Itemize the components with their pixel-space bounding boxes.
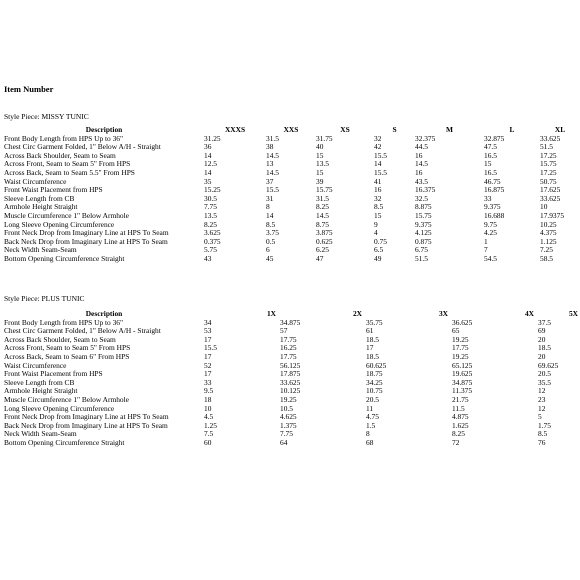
measurement-value: 35.5 [538, 378, 551, 387]
measurement-value: 5.75 [204, 246, 217, 255]
measurement-value: 17.625 [540, 186, 561, 195]
plus-spec-table [4, 310, 578, 448]
measurement-value: 51.5 [540, 143, 553, 152]
table-row [4, 336, 578, 345]
measurement-value: 18 [204, 395, 212, 404]
measurement-value: 42 [374, 143, 382, 152]
measurement-value: 16 [415, 168, 423, 177]
item-number-title: Item Number [4, 84, 54, 94]
measurement-value: 7.5 [204, 430, 214, 439]
measurement-value: 33 [484, 194, 492, 203]
measurement-value: 17.25 [540, 168, 557, 177]
measurement-value: 9.5 [204, 387, 214, 396]
measurement-value: 13 [266, 160, 274, 169]
measurement-value: 5 [538, 413, 542, 422]
measurement-value: 16.375 [415, 186, 436, 195]
measurement-value: 13.5 [204, 211, 217, 220]
measurement-value: 8.25 [204, 220, 217, 229]
measurement-label: Bottom Opening Circumference Straight [4, 254, 125, 263]
measurement-value: 10.25 [540, 220, 557, 229]
measurement-label: Across Back Shoulder, Seam to Seam [4, 335, 116, 344]
measurement-label: Back Neck Drop from Imaginary Line at HPS To Seam [4, 421, 168, 430]
measurement-value: 1 [484, 237, 488, 246]
plus-size-header: 1X [266, 310, 276, 318]
table-row [4, 379, 578, 388]
measurement-value: 15.75 [540, 160, 557, 169]
measurement-value: 4.375 [540, 229, 557, 238]
table-row [4, 362, 578, 371]
measurement-label: Chest Circ Garment Folded, 1" Below A/H - Straight [4, 143, 161, 152]
measurement-value: 68 [366, 438, 374, 447]
measurement-value: 54.5 [484, 254, 497, 263]
plus-size-header: 3X [438, 310, 448, 318]
measurement-value: 47.5 [484, 143, 497, 152]
measurement-value: 4.875 [452, 413, 469, 422]
measurement-value: 14 [204, 168, 212, 177]
measurement-value: 11.375 [452, 387, 473, 396]
measurement-value: 0.375 [204, 237, 221, 246]
measurement-value: 10 [540, 203, 548, 212]
measurement-value: 8.25 [452, 430, 465, 439]
measurement-value: 17.75 [280, 352, 297, 361]
measurement-label: Across Back, Seam to Seam 5.5" From HPS [4, 168, 135, 177]
measurement-value: 36.625 [452, 318, 473, 327]
table-row [4, 160, 580, 169]
measurement-value: 9.375 [484, 203, 501, 212]
measurement-value: 17.75 [452, 344, 469, 353]
measurement-value: 72 [452, 438, 460, 447]
measurement-value: 31.25 [204, 134, 221, 143]
missy-size-header: L [509, 126, 515, 134]
measurement-value: 14.5 [316, 211, 329, 220]
measurement-value: 17.75 [280, 335, 297, 344]
plus-size-header: 4X [524, 310, 534, 318]
measurement-value: 57 [280, 327, 288, 336]
measurement-value: 10.75 [366, 387, 383, 396]
measurement-value: 8.5 [538, 430, 548, 439]
measurement-value: 4.75 [366, 413, 379, 422]
measurement-value: 56.125 [280, 361, 301, 370]
measurement-value: 8.5 [374, 203, 384, 212]
measurement-label: Front Body Length from HPS Up to 36" [4, 134, 124, 143]
table-row [4, 405, 578, 414]
measurement-label: Neck Width Seam-Seam [4, 430, 77, 439]
measurement-value: 9.75 [484, 220, 497, 229]
measurement-value: 16.875 [484, 186, 505, 195]
measurement-label: Bottom Opening Circumference Straight [4, 438, 125, 447]
missy-description-header: Description [85, 126, 123, 134]
measurement-value: 17.25 [540, 151, 557, 160]
measurement-value: 21.75 [452, 395, 469, 404]
measurement-value: 51.5 [415, 254, 428, 263]
measurement-value: 20 [538, 335, 546, 344]
measurement-value: 15.75 [316, 186, 333, 195]
measurement-value: 58.5 [540, 254, 553, 263]
measurement-label: Front Neck Drop from Imaginary Line at HPS To Seam [4, 413, 169, 422]
measurement-value: 1.25 [204, 421, 217, 430]
measurement-value: 17 [204, 370, 212, 379]
measurement-value: 6.75 [415, 246, 428, 255]
measurement-label: Front Neck Drop from Imaginary Line at HPS To Seam [4, 229, 169, 238]
measurement-value: 38 [266, 143, 274, 152]
missy-size-header: M [446, 126, 453, 134]
table-row [4, 152, 580, 161]
measurement-label: Muscle Circumference 1" Below Armhole [4, 211, 129, 220]
table-row [4, 143, 580, 152]
measurement-label: Waist Circumference [4, 177, 67, 186]
measurement-value: 16.5 [484, 151, 497, 160]
measurement-value: 1.625 [452, 421, 469, 430]
measurement-label: Sleeve Length from CB [4, 194, 75, 203]
missy-header-row [4, 126, 580, 135]
missy-size-header: XL [554, 126, 566, 134]
measurement-value: 16.688 [484, 211, 505, 220]
measurement-value: 33.625 [540, 194, 561, 203]
measurement-label: Across Front, Seam to Seam 5" From HPS [4, 160, 131, 169]
measurement-value: 16 [374, 186, 382, 195]
table-row [4, 413, 578, 422]
measurement-value: 17.875 [280, 370, 301, 379]
measurement-value: 14 [266, 211, 274, 220]
measurement-value: 10.125 [280, 387, 301, 396]
measurement-value: 17 [204, 335, 212, 344]
measurement-value: 49 [374, 254, 382, 263]
table-row [4, 430, 578, 439]
table-row [4, 255, 580, 264]
measurement-value: 16.25 [280, 344, 297, 353]
table-row [4, 246, 580, 255]
measurement-value: 6.5 [374, 246, 384, 255]
measurement-value: 0.5 [266, 237, 276, 246]
measurement-value: 53 [204, 327, 212, 336]
measurement-value: 35.75 [366, 318, 383, 327]
measurement-value: 32 [374, 134, 382, 143]
table-row [4, 186, 580, 195]
missy-spec-table [4, 126, 580, 264]
measurement-value: 33.625 [280, 378, 301, 387]
measurement-value: 4.25 [484, 229, 497, 238]
measurement-label: Across Back, Seam to Seam 6" From HPS [4, 352, 130, 361]
measurement-value: 41 [374, 177, 382, 186]
measurement-value: 18.5 [366, 352, 379, 361]
table-row [4, 439, 578, 448]
measurement-value: 31.5 [316, 194, 329, 203]
measurement-value: 43.5 [415, 177, 428, 186]
plus-size-header: 2X [352, 310, 362, 318]
measurement-value: 1.75 [538, 421, 551, 430]
measurement-value: 23 [538, 395, 546, 404]
measurement-label: Across Front, Seam to Seam 5" From HPS [4, 344, 131, 353]
measurement-value: 3.625 [204, 229, 221, 238]
table-row [4, 238, 580, 247]
measurement-value: 65.125 [452, 361, 473, 370]
measurement-value: 0.875 [415, 237, 432, 246]
measurement-value: 3.875 [316, 229, 333, 238]
measurement-value: 18.75 [366, 370, 383, 379]
measurement-value: 64 [280, 438, 288, 447]
measurement-value: 19.25 [452, 352, 469, 361]
table-row [4, 178, 580, 187]
measurement-value: 61 [366, 327, 374, 336]
measurement-value: 32 [374, 194, 382, 203]
missy-size-header: XXS [283, 126, 299, 134]
measurement-value: 17 [366, 344, 374, 353]
measurement-value: 6 [266, 246, 270, 255]
table-row [4, 135, 580, 144]
measurement-label: Back Neck Drop from Imaginary Line at HPS To Seam [4, 237, 168, 246]
table-row [4, 221, 580, 230]
measurement-value: 15.5 [374, 168, 387, 177]
measurement-value: 8 [366, 430, 370, 439]
measurement-value: 31.5 [266, 134, 279, 143]
plus-header-row [4, 310, 578, 319]
measurement-value: 33.625 [540, 134, 561, 143]
measurement-value: 7.75 [204, 203, 217, 212]
measurement-value: 44.5 [415, 143, 428, 152]
measurement-value: 32.375 [415, 134, 436, 143]
table-row [4, 203, 580, 212]
measurement-value: 10.5 [280, 404, 293, 413]
missy-style-label: Style Piece: MISSY TUNIC [4, 112, 89, 121]
table-row [4, 344, 578, 353]
measurement-label: Across Back Shoulder, Seam to Seam [4, 151, 116, 160]
measurement-value: 37.5 [538, 318, 551, 327]
measurement-value: 31.75 [316, 134, 333, 143]
measurement-value: 9 [374, 220, 378, 229]
measurement-value: 33 [204, 378, 212, 387]
measurement-value: 36 [204, 143, 212, 152]
measurement-value: 19.25 [280, 395, 297, 404]
measurement-value: 14.5 [415, 160, 428, 169]
measurement-value: 10 [204, 404, 212, 413]
measurement-value: 0.625 [316, 237, 333, 246]
measurement-value: 8.25 [316, 203, 329, 212]
measurement-value: 65 [452, 327, 460, 336]
measurement-value: 34.875 [280, 318, 301, 327]
measurement-value: 32.5 [415, 194, 428, 203]
plus-description-header: Description [85, 310, 123, 318]
measurement-value: 1.125 [540, 237, 557, 246]
measurement-value: 15.75 [415, 211, 432, 220]
measurement-value: 12.5 [204, 160, 217, 169]
measurement-value: 8.5 [266, 220, 276, 229]
measurement-value: 50.75 [540, 177, 557, 186]
measurement-value: 16.5 [484, 168, 497, 177]
table-row [4, 195, 580, 204]
measurement-value: 15.5 [266, 186, 279, 195]
measurement-value: 20 [538, 352, 546, 361]
table-row [4, 327, 578, 336]
measurement-value: 12 [538, 387, 546, 396]
measurement-value: 15 [316, 151, 324, 160]
measurement-value: 8.75 [316, 220, 329, 229]
measurement-value: 8.875 [415, 203, 432, 212]
table-row [4, 387, 578, 396]
measurement-value: 0.75 [374, 237, 387, 246]
measurement-label: Front Waist Placement from HPS [4, 370, 103, 379]
measurement-value: 19.625 [452, 370, 473, 379]
measurement-value: 12 [538, 404, 546, 413]
measurement-value: 15 [484, 160, 492, 169]
measurement-value: 16 [415, 151, 423, 160]
measurement-value: 69.625 [538, 361, 559, 370]
measurement-value: 3.75 [266, 229, 279, 238]
measurement-value: 47 [316, 254, 324, 263]
table-row [4, 370, 578, 379]
measurement-value: 15 [374, 211, 382, 220]
measurement-value: 34.875 [452, 378, 473, 387]
measurement-value: 15.25 [204, 186, 221, 195]
measurement-value: 76 [538, 438, 546, 447]
measurement-value: 17 [204, 352, 212, 361]
measurement-label: Armhole Height Straight [4, 387, 78, 396]
plus-size-header: 5X [568, 310, 578, 318]
measurement-label: Long Sleeve Opening Circumference [4, 404, 115, 413]
measurement-value: 43 [204, 254, 212, 263]
measurement-value: 13.5 [316, 160, 329, 169]
measurement-value: 7.25 [540, 246, 553, 255]
measurement-value: 52 [204, 361, 212, 370]
table-row [4, 212, 580, 221]
measurement-value: 15 [316, 168, 324, 177]
measurement-value: 31 [266, 194, 274, 203]
measurement-label: Muscle Circumference 1" Below Armhole [4, 395, 129, 404]
measurement-value: 39 [316, 177, 324, 186]
measurement-label: Armhole Height Straight [4, 203, 78, 212]
table-row [4, 319, 578, 328]
measurement-value: 14 [204, 151, 212, 160]
measurement-label: Long Sleeve Opening Circumference [4, 220, 115, 229]
measurement-value: 60.625 [366, 361, 387, 370]
measurement-value: 14 [374, 160, 382, 169]
missy-size-header: XS [340, 126, 350, 134]
measurement-value: 15.5 [204, 344, 217, 353]
measurement-label: Waist Circumference [4, 361, 67, 370]
measurement-value: 46.75 [484, 177, 501, 186]
measurement-value: 20.5 [366, 395, 379, 404]
measurement-value: 30.5 [204, 194, 217, 203]
measurement-value: 11 [366, 404, 374, 413]
measurement-value: 34.25 [366, 378, 383, 387]
measurement-value: 6.25 [316, 246, 329, 255]
measurement-value: 37 [266, 177, 274, 186]
measurement-value: 4.125 [415, 229, 432, 238]
table-row [4, 396, 578, 405]
measurement-label: Front Body Length from HPS Up to 36" [4, 318, 124, 327]
measurement-value: 8 [266, 203, 270, 212]
measurement-value: 14.5 [266, 168, 279, 177]
measurement-value: 7.75 [280, 430, 293, 439]
table-row [4, 169, 580, 178]
table-row [4, 353, 578, 362]
measurement-value: 69 [538, 327, 546, 336]
measurement-value: 11.5 [452, 404, 465, 413]
measurement-value: 34 [204, 318, 212, 327]
measurement-label: Front Waist Placement from HPS [4, 186, 103, 195]
measurement-value: 35 [204, 177, 212, 186]
measurement-value: 7 [484, 246, 488, 255]
measurement-value: 15.5 [374, 151, 387, 160]
measurement-value: 4.625 [280, 413, 297, 422]
measurement-label: Sleeve Length from CB [4, 378, 75, 387]
measurement-value: 17.9375 [540, 211, 565, 220]
measurement-value: 14.5 [266, 151, 279, 160]
measurement-label: Neck Width Seam-Seam [4, 246, 77, 255]
measurement-value: 45 [266, 254, 274, 263]
measurement-value: 9.375 [415, 220, 432, 229]
measurement-value: 1.5 [366, 421, 376, 430]
measurement-value: 4 [374, 229, 378, 238]
missy-size-header: S [392, 126, 397, 134]
measurement-value: 32.875 [484, 134, 505, 143]
measurement-value: 20.5 [538, 370, 551, 379]
plus-style-label: Style Piece: PLUS TUNIC [4, 294, 85, 303]
table-row [4, 229, 580, 238]
measurement-value: 4.5 [204, 413, 214, 422]
measurement-label: Chest Circ Garment Folded, 1" Below A/H - Straight [4, 327, 161, 336]
missy-size-header: XXXS [224, 126, 246, 134]
measurement-value: 18.5 [366, 335, 379, 344]
measurement-value: 1.375 [280, 421, 297, 430]
measurement-value: 40 [316, 143, 324, 152]
measurement-value: 18.5 [538, 344, 551, 353]
measurement-value: 19.25 [452, 335, 469, 344]
measurement-value: 60 [204, 438, 212, 447]
table-row [4, 422, 578, 431]
